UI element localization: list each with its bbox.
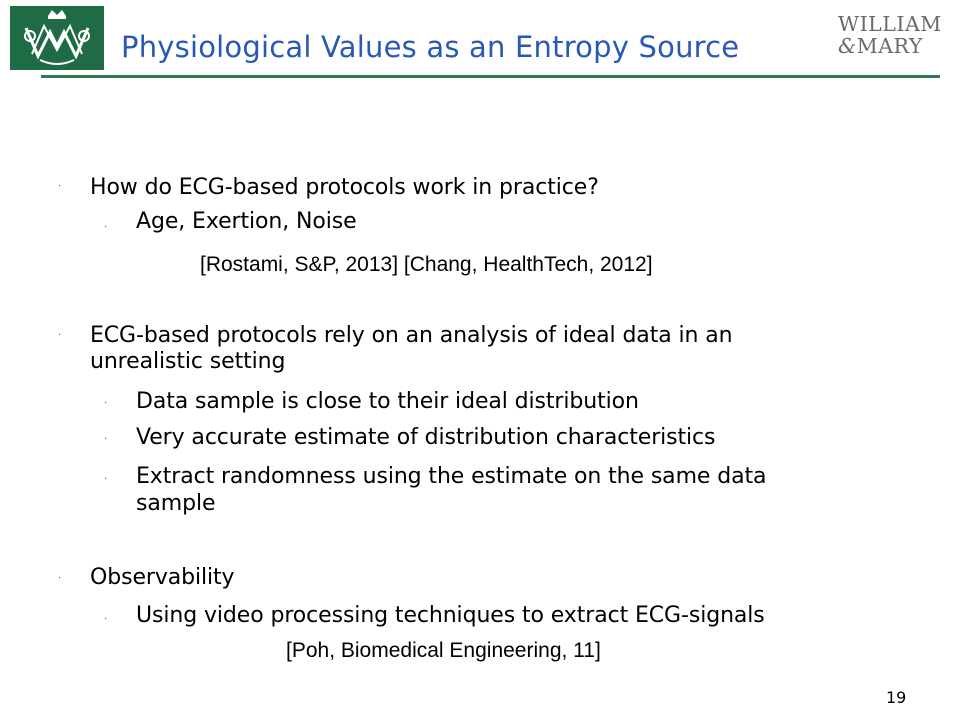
slide-title: Physiological Values as an Entropy Source xyxy=(121,30,740,64)
william-and-mary-wordmark xyxy=(838,14,958,56)
bullet-1-sub-1: Age, Exertion, Noise xyxy=(136,209,357,234)
wm-cypher-logo-icon xyxy=(10,6,104,70)
wordmark-mary: MARY xyxy=(856,33,923,58)
sub-bullet-dot: · xyxy=(104,474,108,485)
bullet-3-sub-1: Using video processing techniques to extract ECG-signals xyxy=(136,603,765,628)
bullet-2-sub-1: Data sample is close to their ideal distribution xyxy=(136,389,639,414)
bullet-2-sub-3-line-1: Extract randomness using the estimate on the same data xyxy=(136,464,767,489)
bullet-2-sub-2: Very accurate estimate of distribution characteristics xyxy=(136,425,716,450)
bullet-2-line-2: unrealistic setting xyxy=(90,349,286,374)
bullet-dot: · xyxy=(58,330,62,341)
sub-bullet-dot: · xyxy=(104,222,108,233)
page-number: 19 xyxy=(886,688,907,707)
wordmark-ampersand: & xyxy=(838,33,857,58)
bullet-1: How do ECG-based protocols work in practice? xyxy=(90,175,599,200)
bullet-dot: · xyxy=(58,573,62,584)
bullet-dot: · xyxy=(58,181,62,192)
bullet-2-sub-3-line-2: sample xyxy=(136,491,216,516)
wordmark-line2 xyxy=(838,33,958,58)
sub-bullet-dot: · xyxy=(104,614,108,625)
citation-1: [Rostami, S&P, 2013] [Chang, HealthTech, 2012] xyxy=(200,253,653,276)
sub-bullet-dot: · xyxy=(104,398,108,409)
bullet-3: Observability xyxy=(90,565,235,590)
bullet-2-line-1: ECG-based protocols rely on an analysis of ideal data in an xyxy=(90,323,733,348)
citation-2: [Poh, Biomedical Engineering, 11] xyxy=(286,639,601,662)
title-divider xyxy=(41,75,940,78)
wordmark-line1: WILLIAM xyxy=(838,12,942,36)
sub-bullet-dot: · xyxy=(104,434,108,445)
